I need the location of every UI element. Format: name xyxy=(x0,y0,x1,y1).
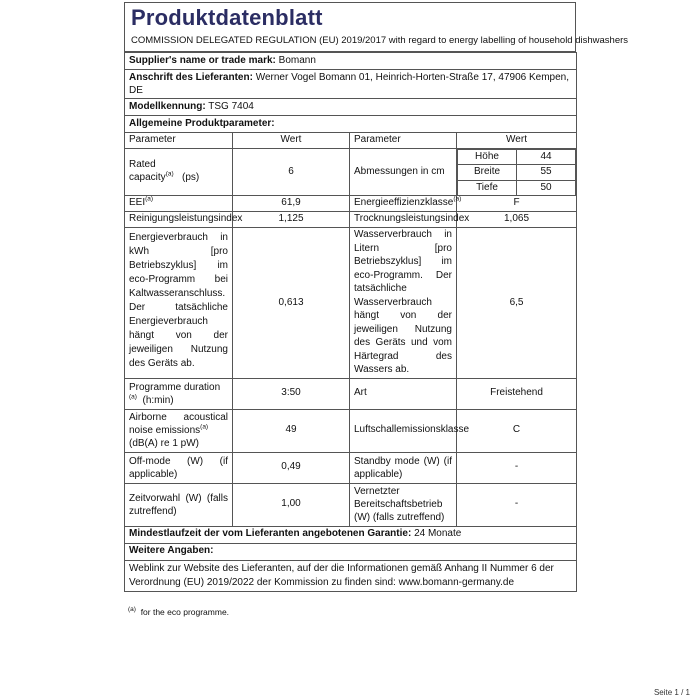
general-params-label: Allgemeine Produktparameter: xyxy=(125,116,577,133)
offmode-label: Off-mode (W) (if applicable) xyxy=(125,452,233,483)
further-info-label: Weitere Angaben: xyxy=(125,543,577,560)
dimensions-label: Abmessungen in cm xyxy=(350,148,457,196)
delay-row xyxy=(125,483,577,526)
cleaning-label: Reinigungsleistungsindex xyxy=(125,212,233,228)
dimensions-cell xyxy=(457,148,577,196)
noise-value: 49 xyxy=(233,409,350,452)
dimensions-table xyxy=(457,149,576,196)
capacity-value: 6 xyxy=(233,148,350,196)
duration-unit: (h:min) xyxy=(142,394,174,406)
offmode-value: 0,49 xyxy=(233,452,350,483)
cleaning-row xyxy=(125,212,577,228)
weblink-text: Weblink zur Website des Lieferanten, auf der die Informationen gemäß Anhang II Nummer 6 der Verordnung (EU) 2019/2022 der Kommission zu finden sind: www.bomann-germany.de xyxy=(125,560,577,591)
title-box xyxy=(124,2,629,52)
page-title: Produktdatenblatt xyxy=(131,5,323,30)
duration-row xyxy=(125,378,577,409)
footnote-ref: (a) xyxy=(165,170,174,178)
guarantee-row xyxy=(125,526,577,543)
general-params-row xyxy=(125,116,577,133)
width-label: Breite xyxy=(458,165,517,181)
noise-class-value: C xyxy=(457,409,577,452)
address-value: Werner Vogel Bomann 01, Heinrich-Horten-Straße 17, 47906 Kempen, DE xyxy=(129,72,570,96)
depth-label: Tiefe xyxy=(458,180,517,195)
eei-label: EEI xyxy=(129,197,146,209)
energy-class-value: F xyxy=(457,196,577,212)
noise-class-label: Luftschallemissionsklasse xyxy=(350,409,457,452)
page-number: Seite 1 / 1 xyxy=(653,688,690,697)
footnote xyxy=(128,607,229,617)
eei-row xyxy=(125,196,577,212)
noise-unit: (dB(A) re 1 pW) xyxy=(129,438,200,449)
capacity-row xyxy=(125,148,577,196)
model-value: TSG 7404 xyxy=(208,100,254,112)
model-label: Modellkennung: xyxy=(129,100,206,112)
energy-class-label: Energieeffizienzklasse xyxy=(354,197,454,209)
col-header-parameter-2: Parameter xyxy=(350,133,457,149)
standby-value: - xyxy=(457,452,577,483)
noise-label: Airborne acoustical noise emissions xyxy=(129,412,228,436)
address-label: Anschrift des Lieferanten: xyxy=(129,72,253,83)
col-header-parameter-1: Parameter xyxy=(125,133,233,149)
guarantee-value: 24 Monate xyxy=(414,528,462,540)
drying-label: Trocknungsleistungsindex xyxy=(350,212,457,228)
networked-standby-value: - xyxy=(457,483,577,526)
footnote-text: for the eco programme. xyxy=(140,607,230,617)
height-value: 44 xyxy=(517,149,576,165)
energy-label: Energieverbrauch in kWh [pro Betriebszyklus] im eco-Programm bei Kaltwasseranschluss. Der tatsächliche Energieverbrauch hängt von der jeweiligen Nutzung des Geräts ab. xyxy=(125,228,233,379)
col-header-value-2: Wert xyxy=(457,133,577,149)
energy-value: 0,613 xyxy=(233,228,350,379)
supplier-label: Supplier's name or trade mark: xyxy=(129,54,276,66)
further-info-row xyxy=(125,543,577,560)
guarantee-label: Mindestlaufzeit der vom Lieferanten angebotenen Garantie: xyxy=(129,528,412,540)
duration-value: 3:50 xyxy=(233,378,350,409)
standby-label: Standby mode (W) (if applicable) xyxy=(350,452,457,483)
supplier-value: Bomann xyxy=(278,54,316,66)
footnote-ref: (a) xyxy=(129,393,137,401)
type-value: Freistehend xyxy=(457,378,577,409)
drying-value: 1,065 xyxy=(457,212,577,228)
product-data-table xyxy=(124,52,577,592)
height-label: Höhe xyxy=(458,149,517,165)
offmode-row xyxy=(125,452,577,483)
column-header-row xyxy=(125,133,577,149)
depth-value: 50 xyxy=(517,180,576,195)
noise-row xyxy=(125,409,577,452)
networked-standby-label: Vernetzter Bereitschaftsbetrieb (W) (falls zutreffend) xyxy=(350,483,457,526)
water-label: Wasserverbrauch in Litern [pro Betriebszyklus] im eco-Programm. Der tatsächliche Wasserverbrauch hängt von der jeweiligen Nutzung des Geräts und vom Härtegrad des Wassers ab. xyxy=(350,228,457,379)
water-value: 6,5 xyxy=(457,228,577,379)
col-header-value-1: Wert xyxy=(233,133,350,149)
supplier-row xyxy=(125,53,577,70)
eei-value: 61,9 xyxy=(233,196,350,212)
footnote-ref: (a) xyxy=(453,195,462,203)
capacity-label: Rated capacity xyxy=(129,159,166,183)
duration-label: Programme duration xyxy=(129,381,221,393)
footnote-ref: (a) xyxy=(200,423,209,431)
weblink-row xyxy=(125,560,577,591)
energy-row xyxy=(125,228,577,379)
footnote-ref: (a) xyxy=(145,195,154,203)
delay-value: 1,00 xyxy=(233,483,350,526)
type-label: Art xyxy=(350,378,457,409)
capacity-unit: (ps) xyxy=(181,171,200,183)
width-value: 55 xyxy=(517,165,576,181)
model-row xyxy=(125,99,577,116)
cleaning-value: 1,125 xyxy=(233,212,350,228)
delay-label: Zeitvorwahl (W) (falls zutreffend) xyxy=(125,483,233,526)
address-row xyxy=(125,70,577,99)
footnote-marker: (a) xyxy=(128,606,136,614)
regulation-text: COMMISSION DELEGATED REGULATION (EU) 2019/2017 with regard to energy labelling of household dishwashers xyxy=(131,35,629,46)
